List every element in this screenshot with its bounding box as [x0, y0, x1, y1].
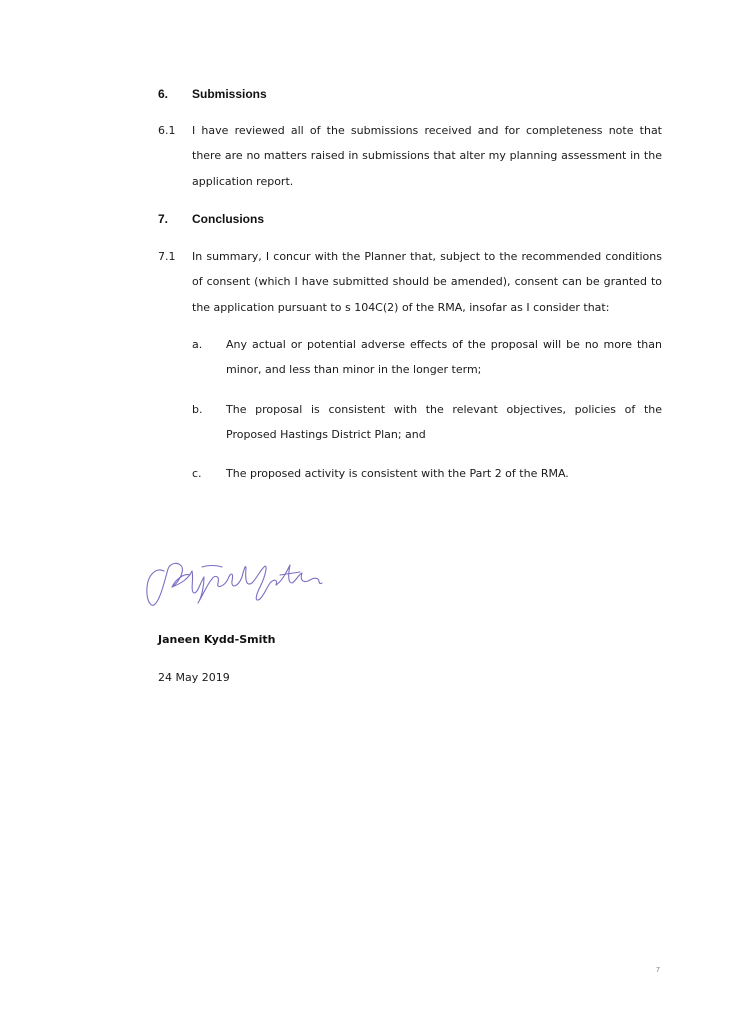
signatory-name: Janeen Kydd-Smith — [158, 633, 276, 646]
section-number: 7. — [158, 212, 169, 226]
signature-stroke — [280, 572, 300, 575]
handwritten-signature — [142, 553, 327, 615]
paragraph-text: In summary, I concur with the Planner that, subject to the recommended conditions of consent (which I have submitted should be amended), consent can be granted to the application pursuant to s 104C(2) of the RMA, insofar as I consider that: — [192, 250, 662, 314]
section-heading-submissions — [158, 87, 267, 101]
paragraph-7-1 — [158, 244, 662, 320]
list-item-letter: b. — [192, 403, 203, 416]
paragraph-number: 7.1 — [158, 250, 176, 263]
signature-stroke — [252, 566, 277, 600]
section-title: Submissions — [192, 87, 267, 101]
section-heading-conclusions — [158, 212, 264, 226]
list-item-letter: a. — [192, 338, 203, 351]
list-item-c — [192, 461, 662, 486]
paragraph-6-1 — [158, 118, 662, 194]
signature-date: 24 May 2019 — [158, 671, 230, 684]
paragraph-text: I have reviewed all of the submissions received and for completeness note that there are no matters raised in submissions that alter my planning assessment in the application report. — [192, 124, 662, 188]
list-item-b — [192, 397, 662, 448]
paragraph-number: 6.1 — [158, 124, 176, 137]
signature-stroke — [202, 566, 222, 568]
section-title: Conclusions — [192, 212, 265, 226]
page-number: 7 — [656, 967, 660, 974]
list-item-text: The proposal is consistent with the relevant objectives, policies of the Proposed Hastings District Plan; and — [226, 403, 662, 442]
signature-stroke — [147, 563, 190, 605]
list-item-text: Any actual or potential adverse effects of the proposal will be no more than minor, and less than minor in the longer term; — [226, 338, 662, 377]
section-number: 6. — [158, 87, 169, 101]
signature-stroke — [172, 571, 212, 603]
list-item-text: The proposed activity is consistent with the Part 2 of the RMA. — [226, 467, 569, 480]
signature-stroke — [212, 567, 252, 587]
list-item-a — [192, 332, 662, 383]
list-item-letter: c. — [192, 467, 202, 480]
